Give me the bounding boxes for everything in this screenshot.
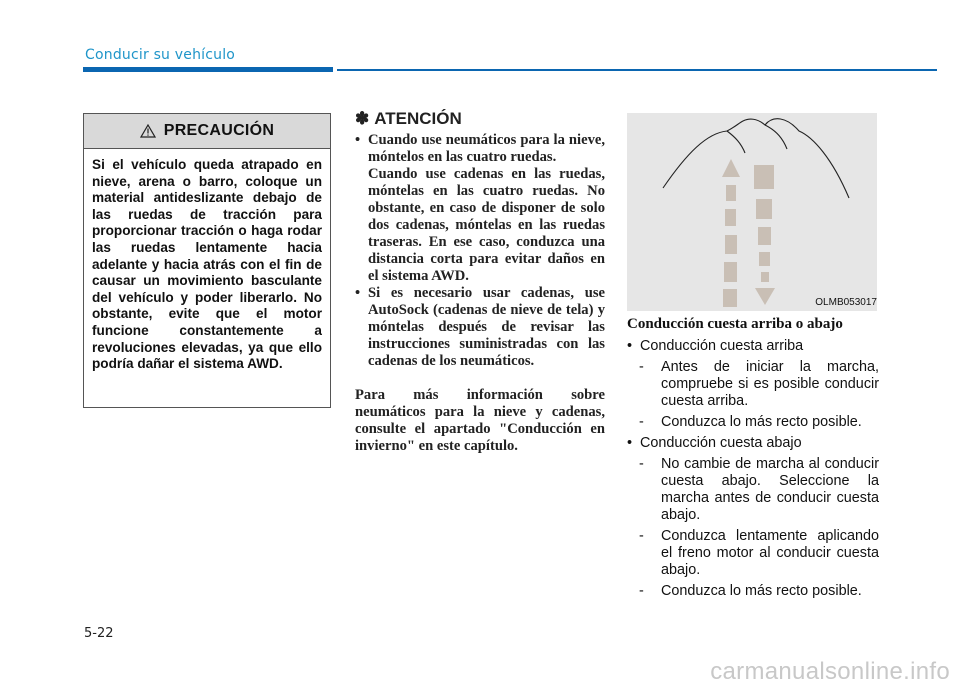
uphill-item: - Conduzca lo más recto posible. (639, 414, 879, 431)
warning-triangle-icon (140, 124, 156, 138)
attention-bullet-tires-a: • Cuando use neumáticos para la nieve, móntelos en las cuatro ruedas. (368, 132, 605, 165)
downhill-item: - Conduzca lo más recto posible. (639, 583, 879, 600)
caution-body: Si el vehículo queda atrapado en nieve, arena o barro, coloque un material antideslizante debajo de las ruedas de tracción para proporcionar tracción o haga rodar las ruedas lentamente hacia adelante y hacia atrás con el fin de causar un movimiento basculante del vehículo y poder liberarlo. No obstante, evite que el motor funcione constantemente a revoluciones elevadas, ya que ello podría dañar el sistema AWD. (92, 157, 322, 372)
slope-illustration (627, 113, 877, 311)
attention-bullet-tires-b: Cuando use cadenas en las ruedas, móntelas en las cuatro ruedas. No obstante, en caso de disponer de solo dos cadenas, móntelas en las ruedas traseras. En ese caso, conduzca una distancia corta para evitar daños en el sistema AWD. (368, 166, 605, 284)
section-title: Conducir su vehículo (85, 47, 236, 63)
slope-title: Conducción cuesta arriba o abajo (627, 316, 843, 332)
attention-title: ATENCIÓN (374, 109, 462, 128)
slope-section (627, 316, 879, 604)
caution-header (84, 114, 330, 149)
downhill-item: - Conduzca lentamente aplicando el freno motor al conducir cuesta abajo. (639, 528, 879, 579)
illustration-code: OLMB053017 (815, 297, 877, 308)
header-rule-thin (337, 69, 937, 71)
hill-arrows-drawing (627, 113, 877, 311)
attention-section (355, 110, 605, 455)
uphill-label: • Conducción cuesta arriba (627, 338, 879, 355)
attention-footer: Para más información sobre neumáticos para la nieve y cadenas, consulte el apartado "Conducción en invierno" en este capítulo. (355, 387, 605, 454)
attention-bullet-tires (355, 132, 605, 285)
page-number: 5-22 (84, 626, 114, 641)
watermark: carmanualsonline.info (710, 658, 950, 685)
attention-bullet-autosock: • Si es necesario usar cadenas, use AutoSock (cadenas de nieve de tela) y móntelas después de revisar las instrucciones suministradas con las cadenas de los neumáticos. (355, 285, 605, 370)
attention-heading (355, 110, 605, 127)
header-rule-thick (83, 67, 333, 72)
asterisk-icon: ✽ (355, 109, 370, 128)
downhill-label: • Conducción cuesta abajo (627, 435, 879, 452)
downhill-item: - No cambie de marcha al conducir cuesta abajo. Seleccione la marcha antes de conducir cuesta abajo. (639, 456, 879, 524)
uphill-item: - Antes de iniciar la marcha, compruebe si es posible conducir cuesta arriba. (639, 359, 879, 410)
caution-box (83, 113, 331, 408)
caution-title: PRECAUCIÓN (163, 122, 275, 139)
